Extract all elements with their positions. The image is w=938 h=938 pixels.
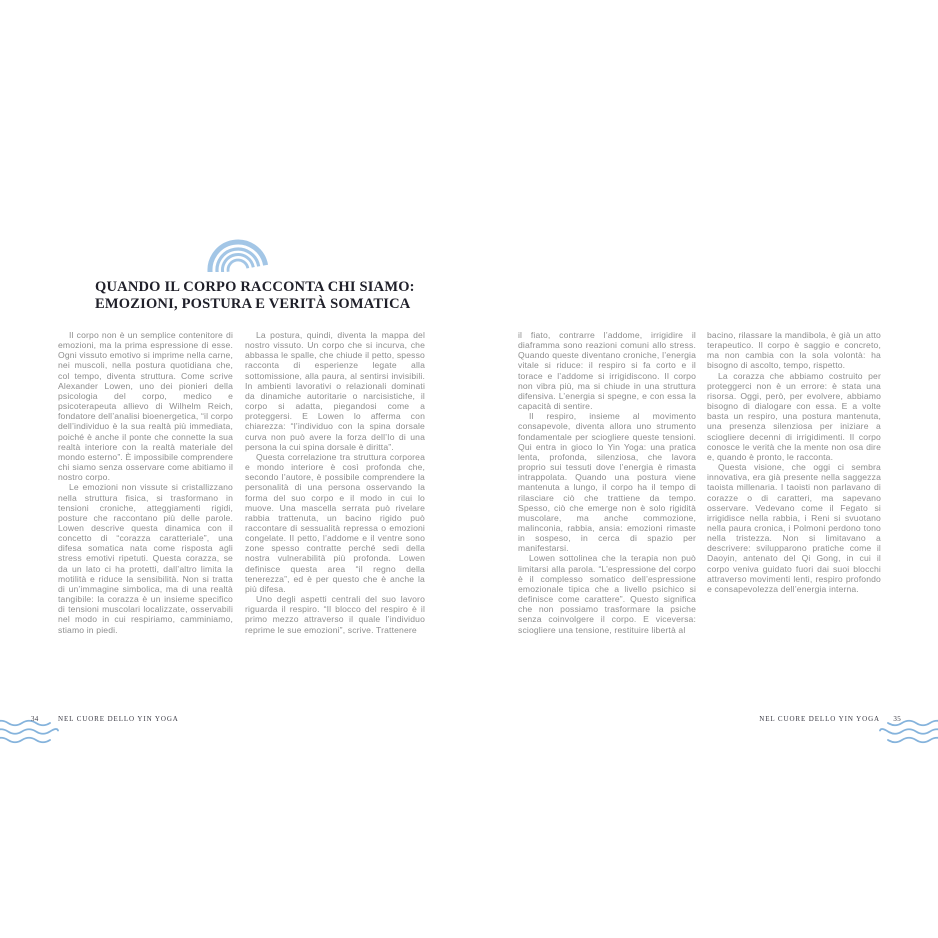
body-paragraph: il fiato, contrarre l’addome, irrigidire il diaframma sono reazioni comuni allo stress. Quando queste diventano croniche, l’energia vitale si riduce: il respiro si fa corto e il torace e l’addome si irrigidiscono. Il corpo non vibra più, ma si chiude in una struttura difensiva. L’energia si spegne, e con essa la capacità di sentire. [518, 330, 696, 412]
wave-lines-left-icon [0, 718, 60, 744]
body-paragraph: bacino, rilassare la mandibola, è già un atto terapeutico. Il corpo è saggio e concreto, ma non cambia con la sola volontà: ha bisogno di ascolto, tempo, rispetto. [707, 330, 881, 371]
text-column-3 [518, 330, 696, 635]
body-paragraph: Le emozioni non vissute si cristallizzano nella struttura fisica, si trasformano in tensioni croniche, atteggiamenti rigidi, posture che raccontano più delle parole. Lowen descrive questa dinamica con il concetto di “corazza caratteriale”, una difesa somatica nata come risposta agli stress emotivi ripetuti. Questa corazza, se da un lato ci ha protetti, dall’altro limita la motilità e riduce la sensibilità. Non si tratta di un’immagine simbolica, ma di una realtà tangibile: la corazza è un insieme specifico di tensioni muscolari localizzate, osservabili nel modo in cui respiriamo, camminiamo, stiamo in piedi. [58, 482, 233, 635]
body-paragraph: La corazza che abbiamo costruito per proteggerci non è un errore: è stata una risorsa. Oggi, però, per evolvere, abbiamo bisogno di dialogare con essa. E a volte basta un respiro, una postura mantenuta, una presenza silenziosa per iniziare a sciogliere decenni di irrigidimenti. Il corpo conosce le verità che la mente non osa dire e, quando è pronto, le racconta. [707, 370, 881, 462]
page-number-left: 34 [31, 715, 39, 723]
text-column-1 [58, 330, 233, 635]
body-paragraph: Lowen sottolinea che la terapia non può limitarsi alla parola. “L’espressione del corpo è il complesso somatico dell’espressione emozionale tipica che a livello psichico si definisce come carattere”. Questo significa che non possiamo trasformare la psiche senza coinvolgere il corpo. E viceversa: sciogliere una tensione, restituire libertà al [518, 553, 696, 635]
body-paragraph: Il respiro, insieme al movimento consapevole, diventa allora uno strumento fondamentale per sciogliere queste tensioni. Qui entra in gioco lo Yin Yoga: una pratica lenta, profonda, silenziosa, che lavora proprio sui tessuti dove l’energia è rimasta intrappolata. Quando una postura viene mantenuta a lungo, il corpo ha il tempo di rilasciare ciò che trattiene da tempo. Spesso, ciò che emerge non è solo rigidità muscolare, ma anche commozione, malinconia, rabbia, ansia: emozioni rimaste in sospeso, in cerca di spazio per manifestarsi. [518, 411, 696, 554]
rainbow-icon [204, 225, 272, 272]
wave-lines-right-icon [878, 718, 938, 744]
chapter-title-line2: EMOZIONI, POSTURA E VERITÀ SOMATICA [95, 295, 411, 312]
body-paragraph: La postura, quindi, diventa la mappa del nostro vissuto. Un corpo che si incurva, che abbassa le spalle, che chiude il petto, spesso racconta di esperienze legate alla sottomissione, alla paura, al sentirsi invisibili. In ambienti lavorativi o relazionali dominati da dinamiche autoritarie o narcisistiche, il corpo si adatta, piegandosi come a proteggersi. E Lowen lo afferma con chiarezza: “l’individuo con la spina dorsale curva non può avere la forza dell’Io di una persona la cui spina dorsale è diritta”. [245, 330, 425, 452]
text-column-4 [707, 330, 881, 594]
running-title-right: NEL CUORE DELLO YIN YOGA [759, 715, 880, 723]
page-number-right: 35 [893, 715, 901, 723]
body-paragraph: Questa correlazione tra struttura corporea e mondo interiore è così profonda che, secondo l’autore, è possibile comprendere la personalità di una persona osservando la forma del suo corpo e il modo in cui lo muove. Una mascella serrata può rivelare rabbia trattenuta, un bacino rigido può raccontare di sessualità repressa o emozioni congelate. Il petto, l’addome e il ventre sono zone spesso contratte perché sedi della nostra vulnerabilità più profonda. Lowen definisce questa area “il regno della tenerezza”, ed è per questo che è anche la più difesa. [245, 451, 425, 594]
chapter-title [95, 279, 415, 312]
running-title-left: NEL CUORE DELLO YIN YOGA [58, 715, 179, 723]
body-paragraph: Questa visione, che oggi ci sembra innovativa, era già presente nella saggezza taoista millenaria. I taoisti non parlavano di corazze o di caratteri, ma sapevano osservare. Vedevano come il Fegato si irrigidisce nella rabbia, i Reni si svuotano nella paura cronica, i Polmoni perdono tono nella tristezza. Non si limitavano a descrivere: svilupparono pratiche come il Daoyin, antenato del Qi Gong, in cui il corpo veniva guidato fuori dai suoi blocchi attraverso movimenti lenti, respiro profondo e consapevolezza dell’energia interna. [707, 462, 881, 594]
chapter-title-line1: QUANDO IL CORPO RACCONTA CHI SIAMO: [95, 279, 415, 295]
body-paragraph: Il corpo non è un semplice contenitore di emozioni, ma la prima espressione di esse. Ogni vissuto emotivo si imprime nella carne, nei muscoli, nella postura quotidiana che, col tempo, diventa struttura. Come scrive Alexander Lowen, uno dei pionieri della psicologia del corpo, medico e psicoterapeuta allievo di Wilhelm Reich, fondatore dell’analisi bioenergetica, “il corpo dell’individuo è la sua realtà più immediata, poiché è anche il ponte che connette la sua realtà interiore con la realtà materiale del mondo esterno”. È impossibile comprendere chi siamo senza osservare come abitiamo il nostro corpo. [58, 330, 233, 483]
body-paragraph: Uno degli aspetti centrali del suo lavoro riguarda il respiro. “Il blocco del respiro è il primo mezzo attraverso il quale l’individuo reprime le sue emozioni”, scrive. Trattenere [245, 594, 425, 635]
text-column-2 [245, 330, 425, 635]
